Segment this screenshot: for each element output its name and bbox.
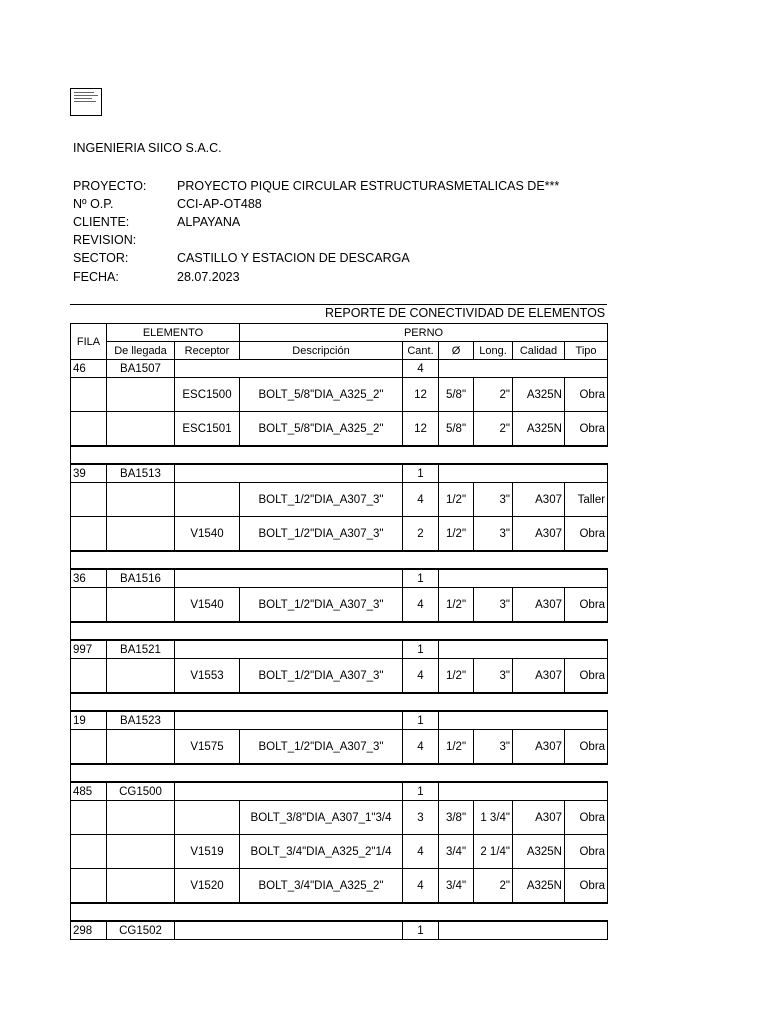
bolt-row bbox=[71, 588, 608, 623]
calidad-cell: A307 bbox=[513, 588, 565, 623]
diametro-cell: 1/2" bbox=[439, 517, 474, 552]
header-elemento: ELEMENTO bbox=[107, 324, 240, 342]
diametro-cell: 3/8" bbox=[439, 801, 474, 835]
empty-cell bbox=[71, 659, 107, 694]
empty-cell bbox=[175, 711, 403, 730]
diametro-cell: 1/2" bbox=[439, 730, 474, 765]
meta-label: PROYECTO: bbox=[73, 179, 147, 193]
empty-cell bbox=[71, 801, 107, 835]
cant-cell: 3 bbox=[403, 801, 439, 835]
cant-cell: 4 bbox=[403, 360, 439, 378]
diametro-cell: 1/2" bbox=[439, 588, 474, 623]
cant-cell: 4 bbox=[403, 835, 439, 869]
long-cell: 2 1/4" bbox=[474, 835, 513, 869]
empty-cell bbox=[71, 412, 107, 447]
long-cell: 3" bbox=[474, 483, 513, 517]
calidad-cell: A307 bbox=[513, 801, 565, 835]
calidad-cell: A307 bbox=[513, 730, 565, 765]
descripcion-cell: BOLT_3/4"DIA_A325_2" bbox=[240, 869, 403, 904]
header-perno: PERNO bbox=[240, 324, 608, 342]
receptor-cell: V1519 bbox=[175, 835, 240, 869]
bolt-row bbox=[71, 483, 608, 517]
empty-cell bbox=[439, 360, 608, 378]
diametro-cell: 1/2" bbox=[439, 483, 474, 517]
empty-cell bbox=[71, 517, 107, 552]
empty-cell bbox=[439, 464, 608, 483]
tipo-cell: Obra bbox=[565, 801, 608, 835]
bolt-row bbox=[71, 517, 608, 552]
bolt-row bbox=[71, 869, 608, 904]
cant-cell: 12 bbox=[403, 412, 439, 447]
fila-cell: 997 bbox=[71, 640, 107, 659]
bolt-row bbox=[71, 412, 608, 447]
calidad-cell: A307 bbox=[513, 517, 565, 552]
cant-cell: 1 bbox=[403, 921, 439, 940]
fila-cell: 46 bbox=[71, 360, 107, 378]
receptor-cell: V1553 bbox=[175, 659, 240, 694]
long-cell: 3" bbox=[474, 730, 513, 765]
receptor-cell: V1575 bbox=[175, 730, 240, 765]
bolt-row bbox=[71, 730, 608, 765]
fila-cell: 485 bbox=[71, 782, 107, 801]
spacer-row bbox=[71, 551, 608, 569]
header-long: Long. bbox=[474, 342, 513, 360]
cant-cell: 2 bbox=[403, 517, 439, 552]
group-header-row bbox=[71, 360, 608, 378]
descripcion-cell: BOLT_5/8"DIA_A325_2" bbox=[240, 378, 403, 412]
fila-cell: 298 bbox=[71, 921, 107, 940]
empty-cell bbox=[439, 640, 608, 659]
connectivity-table bbox=[70, 323, 608, 940]
spacer-row bbox=[71, 446, 608, 464]
empty-cell bbox=[175, 921, 403, 940]
empty-cell bbox=[71, 730, 107, 765]
empty-cell bbox=[107, 659, 175, 694]
group-header-row bbox=[71, 782, 608, 801]
diametro-cell: 3/4" bbox=[439, 835, 474, 869]
empty-cell bbox=[175, 464, 403, 483]
company-logo bbox=[70, 88, 102, 116]
fila-cell: 19 bbox=[71, 711, 107, 730]
report-title-bar bbox=[70, 304, 607, 323]
spacer-cell bbox=[107, 551, 608, 569]
cant-cell: 4 bbox=[403, 659, 439, 694]
tipo-cell: Obra bbox=[565, 412, 608, 447]
receptor-cell: ESC1501 bbox=[175, 412, 240, 447]
empty-cell bbox=[71, 835, 107, 869]
empty-cell bbox=[175, 782, 403, 801]
spacer-cell bbox=[107, 622, 608, 640]
header-tipo: Tipo bbox=[565, 342, 608, 360]
receptor-cell bbox=[175, 483, 240, 517]
empty-cell bbox=[107, 378, 175, 412]
long-cell: 1 3/4" bbox=[474, 801, 513, 835]
calidad-cell: A325N bbox=[513, 869, 565, 904]
spacer-cell bbox=[107, 764, 608, 782]
descripcion-cell: BOLT_1/2"DIA_A307_3" bbox=[240, 730, 403, 765]
receptor-cell: V1520 bbox=[175, 869, 240, 904]
empty-cell bbox=[107, 801, 175, 835]
elemento-cell: BA1523 bbox=[107, 711, 175, 730]
calidad-cell: A307 bbox=[513, 483, 565, 517]
cant-cell: 1 bbox=[403, 640, 439, 659]
descripcion-cell: BOLT_3/4"DIA_A325_2"1/4 bbox=[240, 835, 403, 869]
long-cell: 3" bbox=[474, 517, 513, 552]
empty-cell bbox=[107, 835, 175, 869]
cant-cell: 4 bbox=[403, 483, 439, 517]
elemento-cell: BA1513 bbox=[107, 464, 175, 483]
diametro-cell: 5/8" bbox=[439, 378, 474, 412]
meta-value: PROYECTO PIQUE CIRCULAR ESTRUCTURASMETALICAS DE*** bbox=[177, 179, 560, 193]
tipo-cell: Obra bbox=[565, 378, 608, 412]
spacer-cell bbox=[71, 551, 107, 569]
empty-cell bbox=[175, 569, 403, 588]
cant-cell: 1 bbox=[403, 464, 439, 483]
spacer-cell bbox=[71, 622, 107, 640]
receptor-cell: V1540 bbox=[175, 517, 240, 552]
spacer-cell bbox=[71, 903, 107, 921]
cant-cell: 1 bbox=[403, 782, 439, 801]
spacer-row bbox=[71, 764, 608, 782]
calidad-cell: A325N bbox=[513, 412, 565, 447]
cant-cell: 4 bbox=[403, 730, 439, 765]
elemento-cell: CG1502 bbox=[107, 921, 175, 940]
empty-cell bbox=[71, 483, 107, 517]
meta-value: 28.07.2023 bbox=[177, 270, 240, 284]
spacer-cell bbox=[71, 693, 107, 711]
group-header-row bbox=[71, 711, 608, 730]
receptor-cell: V1540 bbox=[175, 588, 240, 623]
bolt-row bbox=[71, 659, 608, 694]
header-cant: Cant. bbox=[403, 342, 439, 360]
descripcion-cell: BOLT_1/2"DIA_A307_3" bbox=[240, 588, 403, 623]
fila-cell: 36 bbox=[71, 569, 107, 588]
diametro-cell: 5/8" bbox=[439, 412, 474, 447]
bolt-row bbox=[71, 378, 608, 412]
spacer-row bbox=[71, 693, 608, 711]
empty-cell bbox=[439, 569, 608, 588]
tipo-cell: Obra bbox=[565, 659, 608, 694]
diametro-cell: 1/2" bbox=[439, 659, 474, 694]
meta-label: SECTOR: bbox=[73, 251, 129, 265]
receptor-cell bbox=[175, 801, 240, 835]
empty-cell bbox=[71, 378, 107, 412]
diametro-cell: 3/4" bbox=[439, 869, 474, 904]
bolt-row bbox=[71, 835, 608, 869]
elemento-cell: BA1507 bbox=[107, 360, 175, 378]
empty-cell bbox=[175, 360, 403, 378]
header-diametro: Ø bbox=[439, 342, 474, 360]
spacer-row bbox=[71, 622, 608, 640]
descripcion-cell: BOLT_1/2"DIA_A307_3" bbox=[240, 659, 403, 694]
long-cell: 3" bbox=[474, 659, 513, 694]
meta-label: FECHA: bbox=[73, 270, 119, 284]
empty-cell bbox=[107, 483, 175, 517]
spacer-cell bbox=[71, 764, 107, 782]
tipo-cell: Obra bbox=[565, 730, 608, 765]
long-cell: 2" bbox=[474, 869, 513, 904]
empty-cell bbox=[439, 711, 608, 730]
tipo-cell: Obra bbox=[565, 869, 608, 904]
empty-cell bbox=[439, 782, 608, 801]
cant-cell: 4 bbox=[403, 588, 439, 623]
descripcion-cell: BOLT_3/8"DIA_A307_1"3/4 bbox=[240, 801, 403, 835]
group-header-row bbox=[71, 640, 608, 659]
long-cell: 2" bbox=[474, 412, 513, 447]
header-calidad: Calidad bbox=[513, 342, 565, 360]
descripcion-cell: BOLT_1/2"DIA_A307_3" bbox=[240, 517, 403, 552]
cant-cell: 12 bbox=[403, 378, 439, 412]
spacer-cell bbox=[107, 903, 608, 921]
meta-label: Nº O.P. bbox=[73, 197, 114, 211]
empty-cell bbox=[71, 869, 107, 904]
spacer-cell bbox=[107, 446, 608, 464]
group-header-row bbox=[71, 464, 608, 483]
empty-cell bbox=[107, 730, 175, 765]
calidad-cell: A325N bbox=[513, 378, 565, 412]
meta-value: CASTILLO Y ESTACION DE DESCARGA bbox=[177, 251, 410, 265]
empty-cell bbox=[107, 517, 175, 552]
empty-cell bbox=[107, 869, 175, 904]
meta-label: REVISION: bbox=[73, 233, 137, 247]
empty-cell bbox=[107, 588, 175, 623]
empty-cell bbox=[107, 412, 175, 447]
meta-label: CLIENTE: bbox=[73, 215, 130, 229]
long-cell: 3" bbox=[474, 588, 513, 623]
spacer-row bbox=[71, 903, 608, 921]
elemento-cell: CG1500 bbox=[107, 782, 175, 801]
calidad-cell: A307 bbox=[513, 659, 565, 694]
cant-cell: 4 bbox=[403, 869, 439, 904]
company-name: INGENIERIA SIICO S.A.C. bbox=[73, 141, 222, 155]
empty-cell bbox=[439, 921, 608, 940]
elemento-cell: BA1516 bbox=[107, 569, 175, 588]
report-title: REPORTE DE CONECTIVIDAD DE ELEMENTOS bbox=[325, 306, 606, 320]
tipo-cell: Obra bbox=[565, 588, 608, 623]
header-de-llegada: De llegada bbox=[107, 342, 175, 360]
cant-cell: 1 bbox=[403, 711, 439, 730]
meta-value: CCI-AP-OT488 bbox=[177, 197, 262, 211]
long-cell: 2" bbox=[474, 378, 513, 412]
group-header-row bbox=[71, 921, 608, 940]
tipo-cell: Obra bbox=[565, 835, 608, 869]
header-receptor: Receptor bbox=[175, 342, 240, 360]
bolt-row bbox=[71, 801, 608, 835]
header-fila: FILA bbox=[71, 324, 107, 360]
tipo-cell: Obra bbox=[565, 517, 608, 552]
receptor-cell: ESC1500 bbox=[175, 378, 240, 412]
tipo-cell: Taller bbox=[565, 483, 608, 517]
group-header-row bbox=[71, 569, 608, 588]
empty-cell bbox=[71, 588, 107, 623]
calidad-cell: A325N bbox=[513, 835, 565, 869]
descripcion-cell: BOLT_1/2"DIA_A307_3" bbox=[240, 483, 403, 517]
spacer-cell bbox=[107, 693, 608, 711]
descripcion-cell: BOLT_5/8"DIA_A325_2" bbox=[240, 412, 403, 447]
fila-cell: 39 bbox=[71, 464, 107, 483]
elemento-cell: BA1521 bbox=[107, 640, 175, 659]
spacer-cell bbox=[71, 446, 107, 464]
cant-cell: 1 bbox=[403, 569, 439, 588]
empty-cell bbox=[175, 640, 403, 659]
meta-value: ALPAYANA bbox=[177, 215, 241, 229]
header-descripcion: Descripción bbox=[240, 342, 403, 360]
